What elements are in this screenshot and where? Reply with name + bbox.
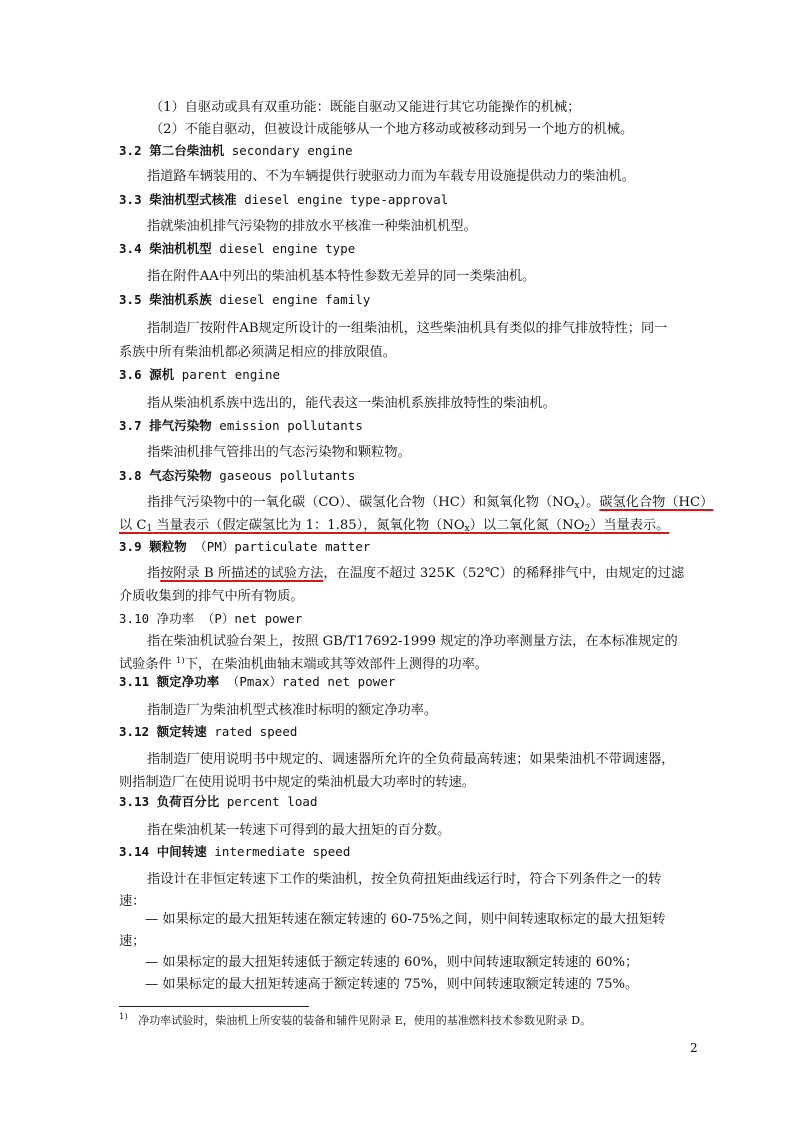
footnote-ref: 1) <box>175 656 185 666</box>
section-english-term: gaseous pollutants <box>219 468 356 483</box>
text-run: ）以二氧化氮（NO <box>469 518 585 533</box>
section-heading <box>119 793 318 811</box>
section-number-title: 3.9 颗粒物 <box>119 539 187 554</box>
text-run: 下，在柴油机曲轴末端或其等效部件上测得的功率。 <box>184 657 488 672</box>
text-run: 指 <box>147 566 161 581</box>
underlined-annotation: 碳氢化合物（HC） <box>599 495 714 510</box>
section-number-title: 3.5 柴油机系族 <box>119 292 212 307</box>
paragraph: 速； <box>119 934 146 949</box>
section-english-term: percent load <box>226 794 318 809</box>
underlined-annotation: 按附录 B 所描述的试验方法 <box>160 566 324 581</box>
paragraph: 指从柴油机系族中选出的，能代表这一柴油机系族排放特性的柴油机。 <box>147 396 556 411</box>
text-run: ）当量表示。 <box>590 518 670 533</box>
footnote-text: 净功率试验时，柴油机上所安装的装备和辅件见附录 E，使用的基准燃料技术参数见附录 D。 <box>138 1014 592 1027</box>
subscript: 1 <box>146 524 153 534</box>
section-number-title: 3.2 第二台柴油机 <box>119 143 225 158</box>
text-run: ）。 <box>579 495 600 510</box>
footnote-divider <box>119 1006 309 1007</box>
page-number: 2 <box>690 1041 698 1055</box>
paragraph: 系族中所有柴油机都必须满足相应的排放限值。 <box>119 345 396 360</box>
section-heading <box>119 673 395 691</box>
subscript: x <box>574 501 580 511</box>
list-item: — 如果标定的最大扭矩转速高于额定转速的 75%，则中间转速取额定转速的 75%。 <box>145 977 639 992</box>
section-english-term: emission pollutants <box>219 418 363 433</box>
paragraph: 指设计在非恒定转速下工作的柴油机，按全负荷扭矩曲线运行时，符合下列条件之一的转 <box>147 872 662 887</box>
section-heading <box>119 142 353 160</box>
footnote <box>119 1012 591 1028</box>
paragraph: 介质收集到的排气中所有物质。 <box>119 589 304 604</box>
subscript: 2 <box>584 524 591 534</box>
section-english-term: diesel engine family <box>219 292 371 307</box>
section-heading <box>119 240 355 258</box>
section-heading <box>119 191 448 209</box>
section-english-term: （PM）particulate matter <box>194 539 371 554</box>
section-english-term: intermediate speed <box>214 844 351 859</box>
list-item: （2）不能自驱动，但被设计成能够从一个地方移动或被移动到另一个地方的机械。 <box>150 122 634 137</box>
paragraph: 指就柴油机排气污染物的排放水平核准一种柴油机机型。 <box>147 219 477 234</box>
paragraph <box>119 656 488 674</box>
paragraph: 指制造厂为柴油机型式核准时标明的额定净功率。 <box>147 703 438 718</box>
subscript: x <box>464 524 470 534</box>
section-number-title: 3.12 额定转速 <box>119 724 207 739</box>
section-heading <box>119 467 355 485</box>
section-english-term: （Pmax）rated net power <box>226 674 396 689</box>
section-number-title: 3.10 净功率 <box>119 611 195 626</box>
text-run: 以 C <box>119 518 147 533</box>
text-run: 当量表示（假定碳氢比为 1：1.85），氮氧化物（NO <box>152 518 465 533</box>
section-number-title: 3.7 排气污染物 <box>119 418 212 433</box>
section-number-title: 3.3 柴油机型式核准 <box>119 192 237 207</box>
section-heading <box>119 417 363 435</box>
section-english-term: diesel engine type <box>219 241 356 256</box>
section-heading <box>119 366 280 384</box>
text-run: 指排气污染物中的一氧化碳（CO）、碳氢化合物（HC）和氮氧化物（NO <box>147 495 575 510</box>
section-number-title: 3.14 中间转速 <box>119 844 207 859</box>
text-run: 试验条件 <box>119 657 176 672</box>
paragraph: 指制造厂按附件AB规定所设计的一组柴油机，这些柴油机具有类似的排气排放特性；同一 <box>147 321 668 336</box>
section-heading <box>119 291 370 309</box>
section-number-title: 3.11 额定净功率 <box>119 674 220 689</box>
paragraph: 指道路车辆装用的、不为车辆提供行驶驱动力而为车载专用设施提供动力的柴油机。 <box>147 169 635 184</box>
paragraph <box>147 494 713 512</box>
paragraph: 指在附件AA中列出的柴油机基本特性参数无差异的同一类柴油机。 <box>147 269 536 284</box>
paragraph: 指在柴油机某一转速下可得到的最大扭矩的百分数。 <box>147 823 451 838</box>
section-english-term: secondary engine <box>231 143 353 158</box>
list-item: （1）自驱动或具有双重功能：既能自驱动又能进行其它功能操作的机械； <box>150 100 581 115</box>
list-item: — 如果标定的最大扭矩转速在额定转速的 60-75%之间，则中间转速取标定的最大扭矩转 <box>145 912 666 927</box>
paragraph: 指在柴油机试验台架上，按照 GB/T17692-1999 规定的净功率测量方法，在本标准规定的 <box>147 634 678 649</box>
section-english-term: diesel engine type-approval <box>244 192 449 207</box>
section-heading <box>119 610 302 628</box>
paragraph <box>147 565 684 583</box>
section-heading <box>119 843 350 861</box>
section-english-term: （P）net power <box>201 611 303 626</box>
section-number-title: 3.4 柴油机机型 <box>119 241 212 256</box>
section-heading <box>119 723 298 741</box>
paragraph: 速： <box>119 894 146 909</box>
underlined-annotation <box>119 517 669 535</box>
list-item: — 如果标定的最大扭矩转速低于额定转速的 60%，则中间转速取额定转速的 60%； <box>145 955 639 970</box>
footnote-mark: 1) <box>119 1012 128 1022</box>
paragraph: 指制造厂使用说明书中规定的、调速器所允许的全负荷最高转速；如果柴油机不带调速器， <box>147 752 675 767</box>
paragraph: 指柴油机排气管排出的气态污染物和颗粒物。 <box>147 445 411 460</box>
section-english-term: rated speed <box>214 724 298 739</box>
section-number-title: 3.13 负荷百分比 <box>119 794 220 809</box>
section-number-title: 3.6 源机 <box>119 367 175 382</box>
section-heading <box>119 538 370 556</box>
section-english-term: parent engine <box>181 367 281 382</box>
paragraph: 则指制造厂在使用说明书中规定的柴油机最大功率时的转速。 <box>119 775 476 790</box>
section-number-title: 3.8 气态污染物 <box>119 468 212 483</box>
text-run: ，在温度不超过 325K（52℃）的稀释排气中，由规定的过滤 <box>323 566 685 581</box>
